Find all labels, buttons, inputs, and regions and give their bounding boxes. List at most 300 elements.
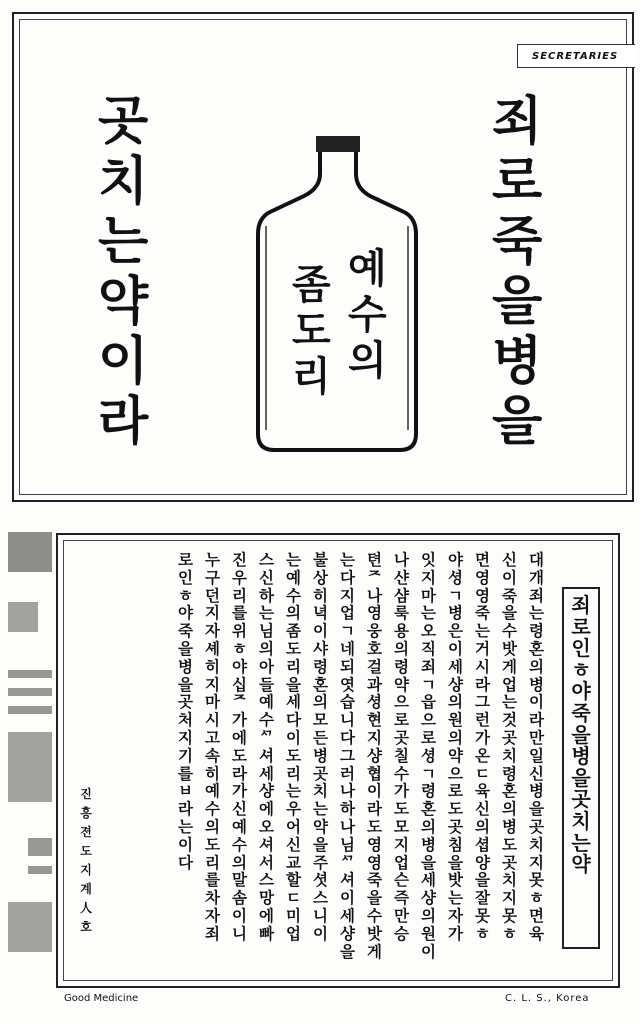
article-char: 는 (178, 816, 193, 836)
article-char: ㅎ (178, 585, 193, 605)
article-char: 로 (394, 710, 409, 730)
article-char: 는 (421, 603, 436, 623)
article-char: 교 (286, 852, 301, 872)
margin-notes (4, 530, 54, 980)
article-char: 치 (529, 834, 544, 854)
article-char: 의 (421, 816, 436, 836)
article-char: 이 (367, 781, 382, 801)
article-char: 을 (502, 603, 517, 623)
article-title-char: 로 (571, 614, 591, 639)
article-char: 지 (367, 727, 382, 747)
signature-char: 호 (80, 920, 92, 934)
article-char: 의 (448, 727, 463, 747)
article-char: 게 (367, 941, 382, 961)
article-char: 영 (367, 834, 382, 854)
article-char: 영 (475, 585, 490, 605)
article-char: 지 (394, 834, 409, 854)
article-char: 수 (286, 585, 301, 605)
article-char: 즉 (394, 888, 409, 908)
article-char: 이 (529, 692, 544, 712)
article-title-char: 야 (571, 679, 591, 704)
article-char: 가 (448, 923, 463, 943)
article-char: 차 (205, 888, 220, 908)
article-char: 리 (286, 656, 301, 676)
article-char: 령 (421, 781, 436, 801)
article-char: 든 (313, 727, 328, 747)
article-char: 님 (259, 621, 274, 641)
article-char: 만 (394, 905, 409, 925)
article-char: 룩 (394, 603, 409, 623)
article-char: 망 (259, 888, 274, 908)
article-char: 영 (367, 603, 382, 623)
article-column (336, 550, 359, 961)
article-char: 도 (232, 745, 247, 765)
article-char: 에 (232, 727, 247, 747)
signature-char: 도 (80, 844, 92, 858)
article-char: 온 (475, 745, 490, 765)
article-char: 병 (529, 674, 544, 694)
article-char: 은 (448, 621, 463, 641)
article-char: 혼 (502, 781, 517, 801)
article-char: 죄 (205, 923, 220, 943)
article-char: 오 (421, 621, 436, 641)
article-char: 로 (178, 550, 193, 569)
article-char: 네 (340, 638, 355, 658)
article-char: 스 (259, 550, 274, 569)
article-char: 다 (340, 727, 355, 747)
article-char: 니 (313, 905, 328, 925)
article-char: 의 (502, 799, 517, 819)
article-char: 예 (205, 781, 220, 801)
article-char: 신 (529, 763, 544, 783)
article-char: 지 (502, 888, 517, 908)
article-title-char: 인 (571, 636, 591, 661)
article-char: 도 (367, 816, 382, 836)
article-char: 병 (502, 816, 517, 836)
article-char: 만 (529, 727, 544, 747)
article-char: 슨 (394, 870, 409, 890)
article-char: 그 (475, 692, 490, 712)
article-char: 샹 (448, 674, 463, 694)
article-char: 이 (313, 621, 328, 641)
article-char: 할 (286, 870, 301, 890)
article-char: 죄 (529, 585, 544, 605)
article-char: 상 (313, 567, 328, 587)
article-char: 러 (340, 763, 355, 783)
article-char: 육 (529, 923, 544, 943)
article-char: 이 (286, 727, 301, 747)
article-char: 이 (502, 567, 517, 587)
article-char: 을 (421, 852, 436, 872)
article-char: 곳 (448, 816, 463, 836)
article-char: 야 (232, 656, 247, 676)
article-char: 기 (178, 745, 193, 765)
article-char: 속 (205, 745, 220, 765)
article-char: 좀 (286, 621, 301, 641)
article-char: 세 (259, 763, 274, 783)
article-title-char: 을 (571, 765, 591, 790)
article-title-char: 는 (571, 830, 591, 855)
article-char: 는 (313, 799, 328, 819)
article-char: 게 (502, 656, 517, 676)
article-char: 의 (448, 692, 463, 712)
headline-char: 는 (98, 211, 149, 272)
article-char: 아 (259, 656, 274, 676)
article-column (471, 550, 494, 943)
article-char: 주 (313, 852, 328, 872)
article-char: 는 (475, 621, 490, 641)
article-char: 마 (205, 692, 220, 712)
article-char: 읍 (421, 692, 436, 712)
article-column (498, 550, 521, 943)
article-char: ㄱ (448, 585, 463, 605)
article-char: 런 (475, 710, 490, 730)
article-char: 수 (232, 834, 247, 854)
article-char: 의 (259, 638, 274, 658)
article-char: 혼 (313, 674, 328, 694)
article-char: 지 (205, 674, 220, 694)
article-char: 나 (367, 585, 382, 605)
bottle-illustration (252, 134, 422, 464)
article-char: 샨 (394, 567, 409, 587)
headline-char: 죽 (492, 211, 543, 272)
article-char: 거 (475, 638, 490, 658)
article-char: 세 (421, 870, 436, 890)
article-char: 병 (313, 745, 328, 765)
article-title-char: 치 (571, 808, 591, 833)
article-char: 수 (259, 710, 274, 730)
article-char: 라 (367, 799, 382, 819)
article-char: 도 (394, 799, 409, 819)
headline-char: 로 (492, 151, 543, 212)
article-char: 되 (340, 656, 355, 676)
article-char: 용 (394, 621, 409, 641)
signature-char: 人 (80, 901, 93, 915)
article-char: 이 (340, 888, 355, 908)
headline-right (492, 92, 542, 452)
article-char: 나 (340, 781, 355, 801)
article-title-char: ㅎ (571, 657, 591, 682)
article-char: 말 (232, 870, 247, 890)
headline-char: 곳 (98, 91, 149, 152)
article-char: 원 (421, 923, 436, 943)
article-char: ㄱ (421, 763, 436, 783)
article-char: 도 (448, 799, 463, 819)
article-char: 던 (205, 585, 220, 605)
article-char: 못 (529, 870, 544, 890)
article-char: 엿 (340, 674, 355, 694)
article-title-char: 을 (571, 722, 591, 747)
article-char: 대 (529, 550, 544, 569)
article-char: 의 (286, 603, 301, 623)
article-char: 지 (178, 727, 193, 747)
article-char: 밧 (448, 870, 463, 890)
article-char: 처 (178, 710, 193, 730)
article-char: 업 (394, 852, 409, 872)
article-char: ㅎ (529, 888, 544, 908)
article-panel (56, 533, 620, 988)
article-char: 누 (205, 550, 220, 569)
article-char: 곳 (502, 852, 517, 872)
article-char: ᄭ (340, 852, 355, 872)
article-char: 영 (475, 567, 490, 587)
article-char: 셩 (448, 567, 463, 587)
article-char: 에 (259, 799, 274, 819)
article-char: 를 (178, 763, 193, 783)
article-char: 면 (475, 550, 490, 569)
article-char: 는 (340, 550, 355, 569)
article-char: 세 (340, 905, 355, 925)
article-char: 는 (286, 550, 301, 569)
article-char: 우 (286, 799, 301, 819)
article-char: 죄 (421, 656, 436, 676)
article-char: 지 (421, 567, 436, 587)
article-char: ㅎ (232, 638, 247, 658)
article-char: 을 (178, 638, 193, 658)
article-char: 곳 (394, 727, 409, 747)
article-char: ㄷ (286, 888, 301, 908)
article-char: 다 (286, 710, 301, 730)
article-char: 셰 (205, 638, 220, 658)
article-char: 의 (232, 852, 247, 872)
article-title-char: 죽 (571, 700, 591, 725)
article-char: 의 (205, 816, 220, 836)
article-column (282, 550, 305, 943)
article-char: 수 (367, 905, 382, 925)
article-char: 의 (529, 656, 544, 676)
article-char: 병 (448, 603, 463, 623)
article-char: 히 (205, 656, 220, 676)
bottle-icon (252, 134, 422, 464)
article-char: 약 (394, 674, 409, 694)
article-char: 리 (286, 763, 301, 783)
article-char: 도 (286, 745, 301, 765)
article-char: 들 (259, 674, 274, 694)
article-char: 으 (394, 692, 409, 712)
article-char: 을 (313, 834, 328, 854)
headline-char: 이 (98, 331, 149, 392)
article-char: 어 (286, 816, 301, 836)
article-char: 이 (448, 638, 463, 658)
article-column (417, 550, 440, 961)
article-char: 지 (529, 852, 544, 872)
article-column (390, 550, 413, 943)
article-char: 야 (448, 550, 463, 569)
article-char: ㅂ (178, 781, 193, 801)
article-char: 칠 (394, 745, 409, 765)
article-title-char: 곳 (571, 787, 591, 812)
article-char: 양 (475, 852, 490, 872)
article-title-char: 약 (571, 852, 591, 877)
article-char: 자 (448, 905, 463, 925)
article-char: 령 (502, 763, 517, 783)
article-char: 습 (340, 692, 355, 712)
article-char: 밧 (367, 923, 382, 943)
article-char: 개 (529, 567, 544, 587)
article-column (363, 550, 386, 961)
article-char: 예 (232, 816, 247, 836)
bottle-label-char: 도 (292, 307, 331, 354)
headline-char: 을 (492, 391, 543, 452)
article-char: 을 (286, 674, 301, 694)
article-char: 을 (340, 941, 355, 961)
article-char: 호 (367, 638, 382, 658)
header-tag: SECRETARIES (517, 44, 635, 68)
article-char: 라 (475, 674, 490, 694)
article-char: 자 (205, 621, 220, 641)
article-char: 웅 (367, 621, 382, 641)
article-char: 신 (475, 799, 490, 819)
article-column (228, 550, 251, 943)
article-char: 으 (448, 763, 463, 783)
article-char: 로 (421, 727, 436, 747)
article-char: 나 (340, 816, 355, 836)
article-char: 가 (475, 727, 490, 747)
article-char: 예 (286, 567, 301, 587)
article-char: 그 (340, 745, 355, 765)
article-char: 나 (394, 550, 409, 569)
article-char: 라 (529, 710, 544, 730)
article-char: 협 (367, 763, 382, 783)
article-char: 샹 (367, 745, 382, 765)
article-column (201, 550, 224, 943)
article-char: 육 (475, 781, 490, 801)
article-char: 우 (232, 567, 247, 587)
article-char: 지 (205, 603, 220, 623)
article-char: 치 (502, 745, 517, 765)
article-char: 영 (367, 852, 382, 872)
article-char: 죽 (367, 870, 382, 890)
article-char: 는 (286, 781, 301, 801)
article-char: 가 (232, 781, 247, 801)
article-char: ㅎ (502, 923, 517, 943)
article-char: 병 (421, 834, 436, 854)
article-char: 못 (502, 905, 517, 925)
article-column (255, 550, 278, 943)
article-char: 가 (232, 710, 247, 730)
signature-char: 진 (80, 787, 92, 801)
article-char: 오 (259, 816, 274, 836)
article-char: 서 (259, 852, 274, 872)
article-char: 직 (421, 638, 436, 658)
article-char: 샹 (421, 888, 436, 908)
article-char: 불 (313, 550, 328, 569)
article-char: 셔 (259, 745, 274, 765)
article-char: 는 (259, 603, 274, 623)
bottle-label-right (348, 246, 387, 384)
article-char: 면 (529, 905, 544, 925)
signature-char: 젼 (80, 825, 92, 839)
article-char: 약 (448, 745, 463, 765)
article-char: 녁 (313, 603, 328, 623)
article-char: 스 (259, 870, 274, 890)
article-char: ᄭ (259, 727, 274, 747)
article-char: 샴 (394, 585, 409, 605)
article-char: 하 (259, 585, 274, 605)
article-char: 빠 (259, 923, 274, 943)
article-column (525, 550, 548, 943)
article-char: 니 (340, 710, 355, 730)
article-char: 진 (232, 550, 247, 569)
article-char: 셥 (475, 834, 490, 854)
article-title-char: 죄 (571, 593, 591, 617)
article-char: 를 (205, 870, 220, 890)
bottle-label-char: 예 (348, 245, 387, 292)
article-char: 니 (232, 923, 247, 943)
article-char: 을 (448, 852, 463, 872)
article-char: 구 (205, 567, 220, 587)
article-char: ㄷ (475, 763, 490, 783)
signature-char: 지 (80, 863, 92, 877)
headline-char: 라 (98, 391, 149, 452)
article-char: 병 (529, 781, 544, 801)
article-char: 곳 (529, 816, 544, 836)
article-char: 샹 (259, 781, 274, 801)
article-char: 수 (502, 621, 517, 641)
article-char: 스 (313, 888, 328, 908)
article-char: 솜 (232, 888, 247, 908)
article-char: 셔 (259, 834, 274, 854)
article-char: ᄌ (232, 692, 247, 712)
article-char: 못 (475, 905, 490, 925)
article-char: 침 (448, 834, 463, 854)
article-char: 일 (529, 745, 544, 765)
article-char: 에 (259, 905, 274, 925)
article-column (174, 551, 197, 926)
article-char: 를 (232, 603, 247, 623)
article-char: 모 (313, 710, 328, 730)
bottle-label-left (292, 262, 331, 400)
bottle-label-char: 의 (348, 337, 387, 384)
article-char: 샤 (313, 638, 328, 658)
article-char: 라 (178, 799, 193, 819)
article-char: 수 (394, 763, 409, 783)
article-char: 미 (286, 905, 301, 925)
article-char: 야 (178, 603, 193, 623)
article-char: ㄱ (340, 621, 355, 641)
article-char: 예 (259, 692, 274, 712)
article-char: 도 (205, 834, 220, 854)
article-char: 치 (313, 781, 328, 801)
article-signature (80, 785, 92, 937)
article-char: 것 (502, 710, 517, 730)
article-char: 셩 (421, 745, 436, 765)
article-body (174, 550, 548, 961)
article-char: 으 (421, 710, 436, 730)
article-char: 샹 (340, 923, 355, 943)
headline-left (98, 92, 148, 452)
title-panel (12, 12, 634, 502)
article-char: 을 (529, 799, 544, 819)
article-char: 시 (205, 710, 220, 730)
bottle-label-char: 리 (292, 353, 331, 400)
article-char: 십 (232, 674, 247, 694)
article-char: 의 (313, 692, 328, 712)
article-char: 잘 (475, 888, 490, 908)
article-char: 위 (232, 621, 247, 641)
headline-char: 죄 (492, 91, 543, 152)
article-char: 을 (475, 870, 490, 890)
article-char: 이 (232, 905, 247, 925)
article-char: 이 (313, 923, 328, 943)
headline-char: 약 (98, 271, 149, 332)
article-char: 님 (340, 834, 355, 854)
article-char: 텬 (367, 550, 382, 569)
signature-char: 흥 (80, 806, 92, 820)
article-column (309, 550, 332, 943)
article-char: 리 (205, 852, 220, 872)
article-char: 도 (502, 834, 517, 854)
